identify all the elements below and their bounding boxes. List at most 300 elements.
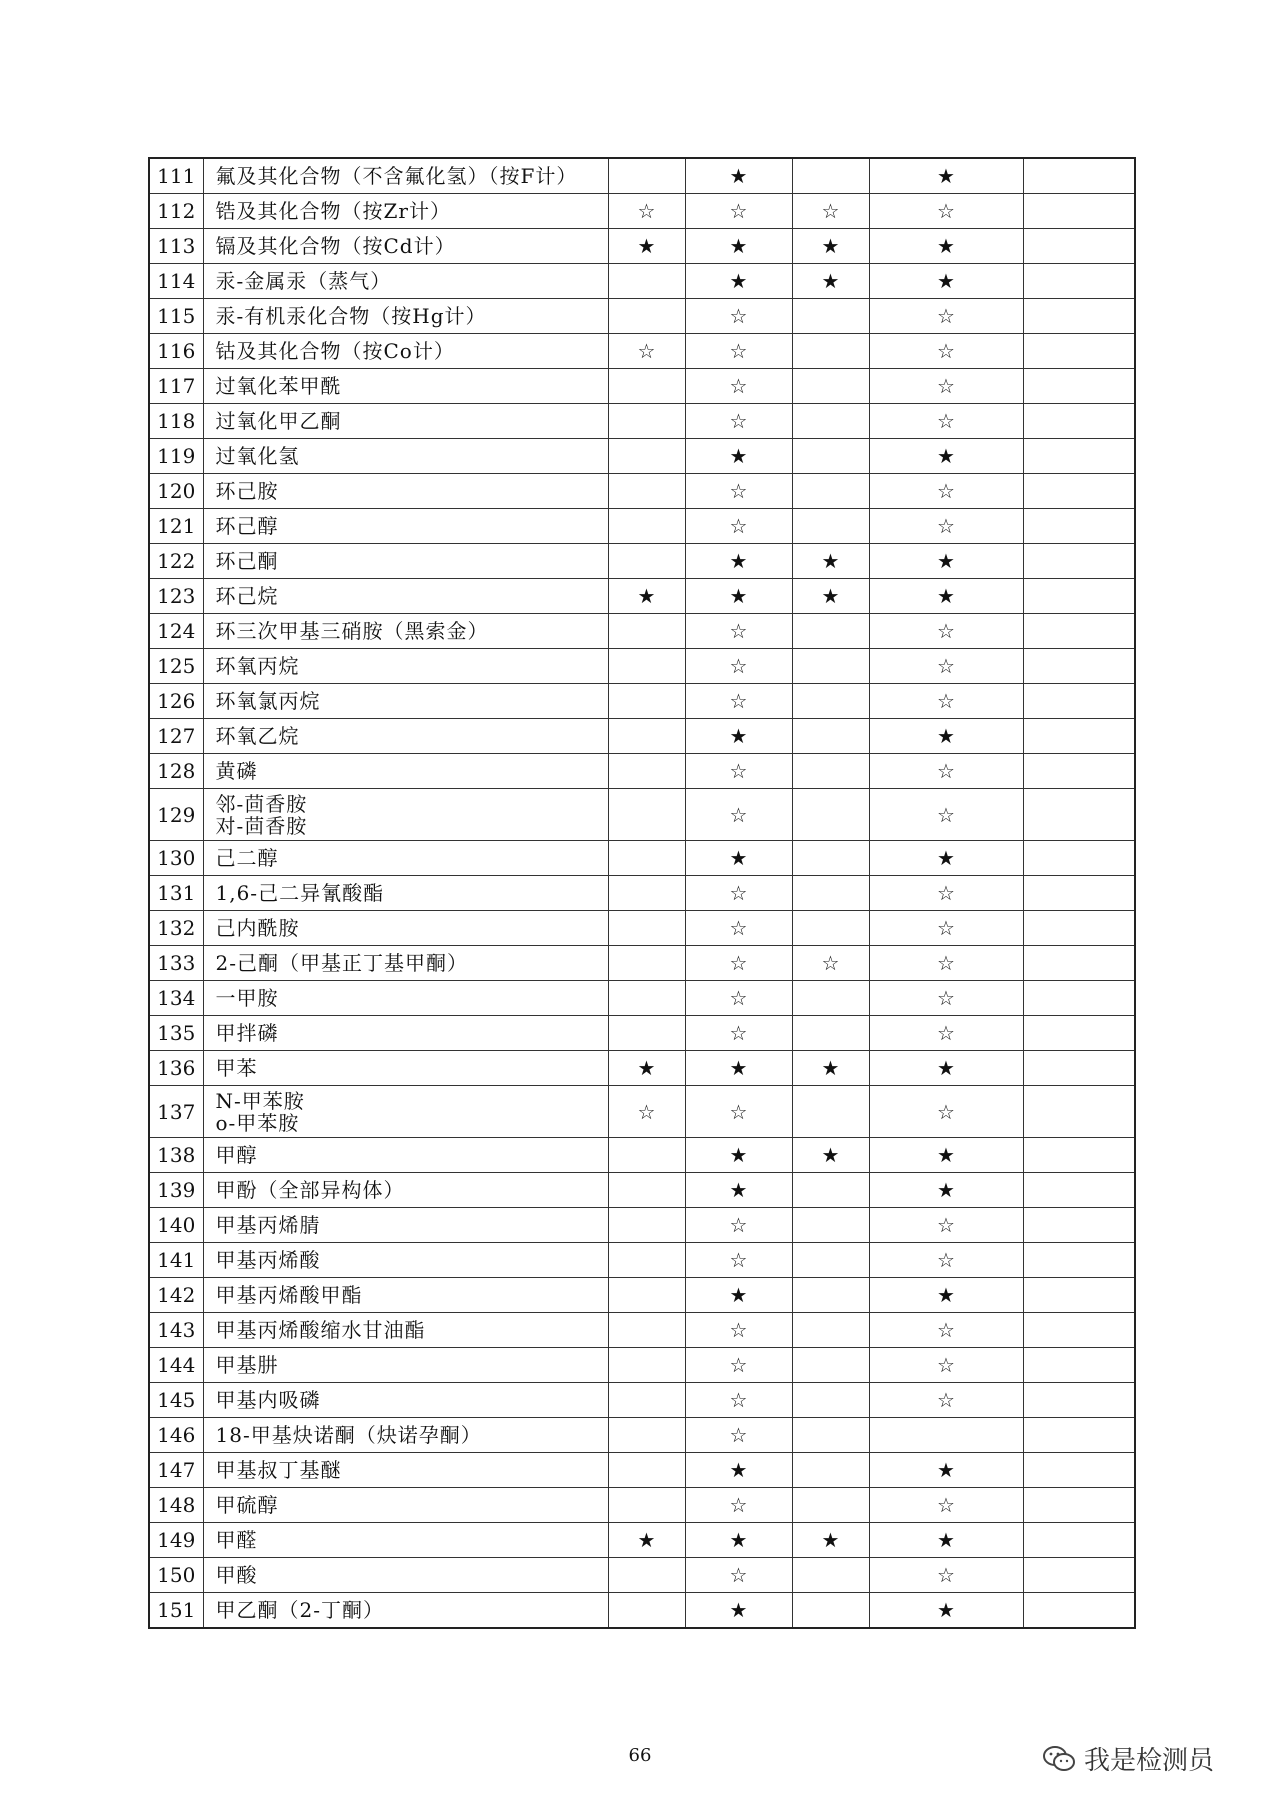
mark-cell [1023, 509, 1135, 544]
mark-cell [792, 841, 869, 876]
substance-name [203, 684, 608, 719]
hollow-star-mark: ☆ [937, 986, 955, 1010]
hollow-star-mark: ☆ [937, 1318, 955, 1342]
mark-cell [685, 1051, 792, 1086]
mark-cell [608, 1523, 685, 1558]
mark-cell [792, 404, 869, 439]
mark-cell [608, 1243, 685, 1278]
substance-name [203, 876, 608, 911]
mark-cell [608, 509, 685, 544]
table-row [149, 334, 1135, 369]
solid-star-mark: ★ [937, 1458, 955, 1482]
solid-star-mark: ★ [729, 584, 748, 608]
mark-cell [792, 719, 869, 754]
mark-cell [685, 649, 792, 684]
table-row [149, 789, 1135, 841]
mark-cell [1023, 474, 1135, 509]
table-row [149, 439, 1135, 474]
mark-cell [608, 229, 685, 264]
mark-cell [1023, 719, 1135, 754]
mark-cell [608, 981, 685, 1016]
mark-cell [792, 1051, 869, 1086]
row-number: 119 [149, 439, 203, 474]
substance-name-line: 过氧化苯甲酰 [215, 374, 342, 398]
mark-cell [792, 194, 869, 229]
row-number: 113 [149, 229, 203, 264]
substance-name-line: 环氧氯丙烷 [215, 689, 321, 713]
substance-name-line: 甲硫醇 [215, 1493, 279, 1517]
mark-cell [685, 264, 792, 299]
table-row [149, 684, 1135, 719]
hollow-star-mark: ☆ [729, 619, 748, 643]
substance-name [203, 544, 608, 579]
row-number: 147 [149, 1453, 203, 1488]
hollow-star-mark: ☆ [729, 479, 748, 503]
mark-cell [792, 1243, 869, 1278]
row-number: 116 [149, 334, 203, 369]
mark-cell [869, 981, 1023, 1016]
mark-cell [608, 1453, 685, 1488]
row-number: 130 [149, 841, 203, 876]
solid-star-mark: ★ [729, 164, 748, 188]
solid-star-mark: ★ [729, 846, 748, 870]
hollow-star-mark: ☆ [637, 199, 656, 223]
mark-cell [792, 876, 869, 911]
solid-star-mark: ★ [937, 1598, 955, 1622]
mark-cell [1023, 946, 1135, 981]
mark-cell [792, 509, 869, 544]
mark-cell [1023, 264, 1135, 299]
mark-cell [1023, 299, 1135, 334]
mark-cell [792, 579, 869, 614]
table-row [149, 1488, 1135, 1523]
table-row [149, 229, 1135, 264]
row-number: 111 [149, 158, 203, 194]
substance-name [203, 1348, 608, 1383]
substance-name [203, 719, 608, 754]
solid-star-mark: ★ [729, 234, 748, 258]
mark-cell [685, 1383, 792, 1418]
mark-cell [608, 649, 685, 684]
mark-cell [685, 1138, 792, 1173]
mark-cell [608, 544, 685, 579]
mark-cell [608, 911, 685, 946]
mark-cell [869, 1558, 1023, 1593]
substance-name [203, 1558, 608, 1593]
mark-cell [685, 841, 792, 876]
hollow-star-mark: ☆ [729, 514, 748, 538]
row-number: 146 [149, 1418, 203, 1453]
table-row [149, 1051, 1135, 1086]
mark-cell [869, 299, 1023, 334]
hollow-star-mark: ☆ [729, 374, 748, 398]
mark-cell [792, 649, 869, 684]
mark-cell [792, 334, 869, 369]
substance-name [203, 1173, 608, 1208]
hollow-star-mark: ☆ [729, 881, 748, 905]
solid-star-mark: ★ [729, 444, 748, 468]
hollow-star-mark: ☆ [937, 654, 955, 678]
solid-star-mark: ★ [637, 584, 656, 608]
solid-star-mark: ★ [821, 269, 840, 293]
mark-cell [792, 299, 869, 334]
mark-cell [869, 1313, 1023, 1348]
substance-name [203, 299, 608, 334]
mark-cell [869, 1278, 1023, 1313]
row-number: 144 [149, 1348, 203, 1383]
row-number: 143 [149, 1313, 203, 1348]
table-row [149, 1243, 1135, 1278]
substance-name-line: 甲基内吸磷 [215, 1388, 321, 1412]
solid-star-mark: ★ [937, 584, 955, 608]
mark-cell [608, 439, 685, 474]
watermark [1042, 1740, 1214, 1777]
mark-cell [685, 334, 792, 369]
row-number: 148 [149, 1488, 203, 1523]
substance-name-line: 甲拌磷 [215, 1021, 279, 1045]
mark-cell [869, 789, 1023, 841]
mark-cell [792, 544, 869, 579]
mark-cell [1023, 579, 1135, 614]
mark-cell [685, 404, 792, 439]
solid-star-mark: ★ [937, 846, 955, 870]
substance-name-line: 环己胺 [215, 479, 279, 503]
substance-name [203, 911, 608, 946]
solid-star-mark: ★ [821, 1143, 840, 1167]
mark-cell [608, 194, 685, 229]
substance-name-line: 甲基丙烯腈 [215, 1213, 321, 1237]
solid-star-mark: ★ [729, 1528, 748, 1552]
mark-cell [608, 1418, 685, 1453]
hollow-star-mark: ☆ [729, 1099, 748, 1124]
row-number: 128 [149, 754, 203, 789]
hollow-star-mark: ☆ [729, 986, 748, 1010]
table-row [149, 1173, 1135, 1208]
mark-cell [869, 1138, 1023, 1173]
solid-star-mark: ★ [637, 1056, 656, 1080]
hollow-star-mark: ☆ [937, 881, 955, 905]
table-row [149, 1593, 1135, 1629]
mark-cell [792, 614, 869, 649]
hollow-star-mark: ☆ [937, 409, 955, 433]
mark-cell [869, 404, 1023, 439]
hollow-star-mark: ☆ [937, 339, 955, 363]
hollow-star-mark: ☆ [937, 951, 955, 975]
table-row [149, 544, 1135, 579]
table-row [149, 1453, 1135, 1488]
substance-name [203, 1313, 608, 1348]
substance-name [203, 1051, 608, 1086]
mark-cell [608, 876, 685, 911]
substance-table [148, 157, 1136, 1629]
hollow-star-mark: ☆ [729, 1493, 748, 1517]
solid-star-mark: ★ [937, 444, 955, 468]
mark-cell [869, 158, 1023, 194]
mark-cell [792, 1173, 869, 1208]
mark-cell [1023, 1383, 1135, 1418]
solid-star-mark: ★ [821, 234, 840, 258]
hollow-star-mark: ☆ [729, 1563, 748, 1587]
mark-cell [1023, 1558, 1135, 1593]
solid-star-mark: ★ [937, 1178, 955, 1202]
mark-cell [608, 299, 685, 334]
table-row [149, 1313, 1135, 1348]
substance-name-line: 过氧化氢 [215, 444, 300, 468]
solid-star-mark: ★ [729, 269, 748, 293]
mark-cell [1023, 754, 1135, 789]
hollow-star-mark: ☆ [637, 339, 656, 363]
substance-name [203, 614, 608, 649]
mark-cell [608, 841, 685, 876]
row-number: 121 [149, 509, 203, 544]
mark-cell [792, 1593, 869, 1629]
substance-name-line: o-甲苯胺 [215, 1110, 300, 1135]
substance-name-line: 甲醇 [215, 1143, 258, 1167]
mark-cell [685, 474, 792, 509]
mark-cell [1023, 544, 1135, 579]
substance-name-line: 过氧化甲乙酮 [215, 409, 342, 433]
mark-cell [1023, 911, 1135, 946]
mark-cell [1023, 1016, 1135, 1051]
table-row [149, 614, 1135, 649]
mark-cell [869, 1523, 1023, 1558]
solid-star-mark: ★ [937, 1143, 955, 1167]
solid-star-mark: ★ [821, 1528, 840, 1552]
solid-star-mark: ★ [637, 1528, 656, 1552]
row-number: 138 [149, 1138, 203, 1173]
row-number: 112 [149, 194, 203, 229]
mark-cell [1023, 1453, 1135, 1488]
mark-cell [869, 229, 1023, 264]
table-row [149, 754, 1135, 789]
solid-star-mark: ★ [729, 549, 748, 573]
substance-name-line: 18-甲基炔诺酮（炔诺孕酮） [215, 1423, 482, 1447]
substance-name [203, 474, 608, 509]
row-number: 145 [149, 1383, 203, 1418]
mark-cell [869, 754, 1023, 789]
hollow-star-mark: ☆ [821, 199, 840, 223]
substance-name [203, 194, 608, 229]
mark-cell [685, 439, 792, 474]
mark-cell [792, 264, 869, 299]
table-row [149, 509, 1135, 544]
substance-name-line: 己二醇 [215, 846, 279, 870]
table-row [149, 264, 1135, 299]
mark-cell [608, 1593, 685, 1629]
substance-name [203, 1488, 608, 1523]
table-row [149, 719, 1135, 754]
substance-name [203, 1138, 608, 1173]
mark-cell [685, 1418, 792, 1453]
table-row [149, 1348, 1135, 1383]
hollow-star-mark: ☆ [729, 1318, 748, 1342]
mark-cell [869, 579, 1023, 614]
table-row [149, 841, 1135, 876]
mark-cell [608, 789, 685, 841]
substance-name-line: 甲乙酮（2-丁酮） [215, 1598, 384, 1622]
mark-cell [608, 1278, 685, 1313]
mark-cell [1023, 789, 1135, 841]
mark-cell [792, 1523, 869, 1558]
table-row [149, 369, 1135, 404]
solid-star-mark: ★ [821, 584, 840, 608]
mark-cell [685, 614, 792, 649]
mark-cell [1023, 1243, 1135, 1278]
mark-cell [685, 754, 792, 789]
mark-cell [685, 579, 792, 614]
row-number: 151 [149, 1593, 203, 1629]
substance-name-line: 环氧乙烷 [215, 724, 300, 748]
mark-cell [869, 841, 1023, 876]
substance-name-line: 甲酚（全部异构体） [215, 1178, 405, 1202]
substance-name [203, 579, 608, 614]
mark-cell [685, 1243, 792, 1278]
substance-name-line: 汞-有机汞化合物（按Hg计） [215, 304, 487, 328]
mark-cell [685, 544, 792, 579]
mark-cell [869, 544, 1023, 579]
solid-star-mark: ★ [729, 1056, 748, 1080]
substance-name-line: 甲基丙烯酸 [215, 1248, 321, 1272]
mark-cell [869, 334, 1023, 369]
mark-cell [869, 509, 1023, 544]
mark-cell [792, 1016, 869, 1051]
hollow-star-mark: ☆ [937, 1099, 955, 1124]
mark-cell [1023, 1086, 1135, 1138]
mark-cell [869, 264, 1023, 299]
table-row [149, 1418, 1135, 1453]
mark-cell [685, 1348, 792, 1383]
table-row [149, 1523, 1135, 1558]
substance-name-line: 甲基丙烯酸缩水甘油酯 [215, 1318, 426, 1342]
substance-name [203, 334, 608, 369]
solid-star-mark: ★ [937, 724, 955, 748]
table-row [149, 1208, 1135, 1243]
mark-cell [685, 299, 792, 334]
hollow-star-mark: ☆ [729, 304, 748, 328]
mark-cell [869, 649, 1023, 684]
substance-name [203, 369, 608, 404]
mark-cell [792, 1313, 869, 1348]
hollow-star-mark: ☆ [729, 1353, 748, 1377]
mark-cell [869, 474, 1023, 509]
substance-name [203, 1523, 608, 1558]
solid-star-mark: ★ [637, 234, 656, 258]
mark-cell [792, 229, 869, 264]
row-number: 136 [149, 1051, 203, 1086]
row-number: 149 [149, 1523, 203, 1558]
table-row [149, 579, 1135, 614]
substance-name-line: 钴及其化合物（按Co计） [215, 339, 455, 363]
mark-cell [869, 1593, 1023, 1629]
hollow-star-mark: ☆ [937, 514, 955, 538]
mark-cell [1023, 439, 1135, 474]
mark-cell [1023, 1593, 1135, 1629]
row-number: 141 [149, 1243, 203, 1278]
mark-cell [1023, 1208, 1135, 1243]
mark-cell [608, 1348, 685, 1383]
solid-star-mark: ★ [937, 234, 955, 258]
mark-cell [685, 158, 792, 194]
substance-table-container [148, 157, 1136, 1629]
hollow-star-mark: ☆ [821, 951, 840, 975]
substance-name-line: 环三次甲基三硝胺（黑索金） [215, 619, 489, 643]
row-number: 131 [149, 876, 203, 911]
hollow-star-mark: ☆ [937, 304, 955, 328]
mark-cell [869, 876, 1023, 911]
mark-cell [1023, 334, 1135, 369]
mark-cell [608, 684, 685, 719]
mark-cell [608, 1051, 685, 1086]
mark-cell [792, 1208, 869, 1243]
row-number: 133 [149, 946, 203, 981]
hollow-star-mark: ☆ [729, 1248, 748, 1272]
mark-cell [608, 946, 685, 981]
mark-cell [608, 1016, 685, 1051]
substance-name-line: 氟及其化合物（不含氟化氢）（按F计） [215, 164, 578, 188]
row-number: 132 [149, 911, 203, 946]
mark-cell [792, 1138, 869, 1173]
wechat-icon [1042, 1744, 1076, 1774]
substance-name [203, 1418, 608, 1453]
substance-name [203, 1383, 608, 1418]
substance-name [203, 841, 608, 876]
mark-cell [792, 1558, 869, 1593]
substance-name [203, 981, 608, 1016]
hollow-star-mark: ☆ [937, 1563, 955, 1587]
table-row [149, 1086, 1135, 1138]
mark-cell [608, 579, 685, 614]
hollow-star-mark: ☆ [937, 1213, 955, 1237]
substance-name [203, 229, 608, 264]
mark-cell [1023, 369, 1135, 404]
solid-star-mark: ★ [937, 1283, 955, 1307]
substance-name-line: 甲苯 [215, 1056, 258, 1080]
solid-star-mark: ★ [937, 269, 955, 293]
mark-cell [792, 369, 869, 404]
substance-name-line: 环己醇 [215, 514, 279, 538]
row-number: 115 [149, 299, 203, 334]
mark-cell [685, 1593, 792, 1629]
hollow-star-mark: ☆ [729, 409, 748, 433]
mark-cell [608, 158, 685, 194]
mark-cell [869, 911, 1023, 946]
mark-cell [608, 1488, 685, 1523]
mark-cell [792, 1418, 869, 1453]
hollow-star-mark: ☆ [937, 1021, 955, 1045]
solid-star-mark: ★ [729, 1178, 748, 1202]
substance-name [203, 264, 608, 299]
hollow-star-mark: ☆ [729, 1423, 748, 1447]
substance-name-line: 锆及其化合物（按Zr计） [215, 199, 451, 223]
mark-cell [1023, 1051, 1135, 1086]
hollow-star-mark: ☆ [729, 339, 748, 363]
mark-cell [792, 911, 869, 946]
mark-cell [1023, 1173, 1135, 1208]
hollow-star-mark: ☆ [937, 374, 955, 398]
row-number: 129 [149, 789, 203, 841]
hollow-star-mark: ☆ [729, 759, 748, 783]
mark-cell [608, 334, 685, 369]
substance-name [203, 1208, 608, 1243]
mark-cell [792, 684, 869, 719]
hollow-star-mark: ☆ [729, 802, 748, 827]
hollow-star-mark: ☆ [937, 802, 955, 827]
mark-cell [1023, 841, 1135, 876]
substance-name [203, 754, 608, 789]
mark-cell [1023, 229, 1135, 264]
substance-name [203, 789, 608, 841]
hollow-star-mark: ☆ [937, 1388, 955, 1412]
